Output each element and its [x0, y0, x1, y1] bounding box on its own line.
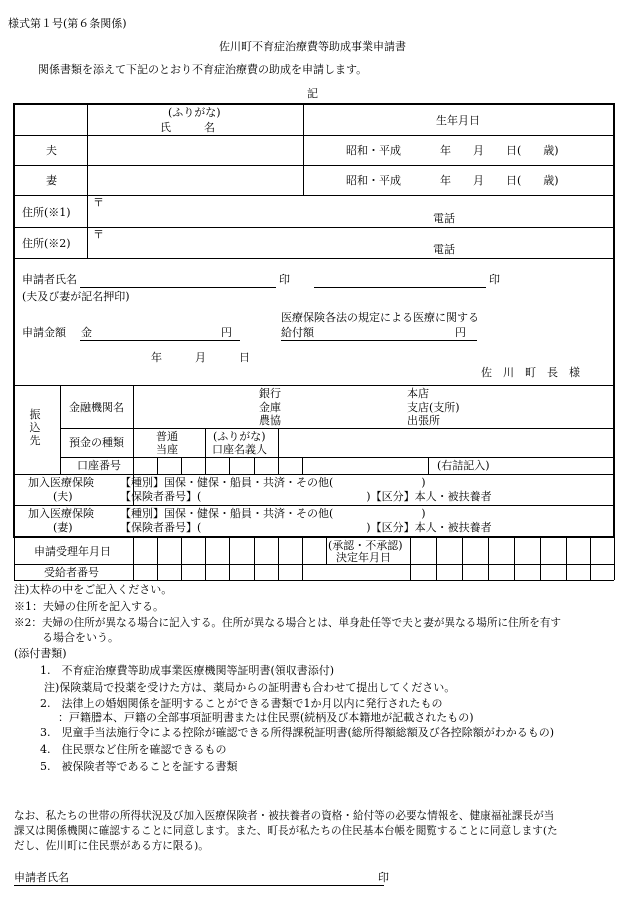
- sign-seal: 印: [378, 871, 389, 884]
- bank-label: 金融機関名: [69, 401, 124, 414]
- note-0: 注)太枠の中をご記入ください。: [14, 583, 173, 596]
- husband-label: 夫: [46, 144, 57, 157]
- note-1: ※1：夫婦の住所を記入する。: [14, 600, 164, 613]
- ins-husband-label-1: 加入医療保険: [28, 476, 94, 489]
- ins-wife-label-2: (妻): [53, 521, 73, 534]
- amount-line[interactable]: [80, 340, 240, 341]
- approval-label-2: 決定年月日: [336, 551, 391, 564]
- amount-label: 申請金額: [22, 326, 66, 339]
- signer-note: (夫及び妻が記名押印): [22, 290, 130, 303]
- approval-label-1: (承認・不承認): [328, 539, 403, 552]
- received-date-label: 申請受理年月日: [34, 545, 111, 558]
- seal-1: 印: [279, 273, 290, 286]
- attach-5: 5. 被保険者等であることを証する書類: [40, 760, 238, 773]
- attach-2-note: ：戸籍謄本、戸籍の全部事項証明書または住民票(続柄及び本籍地が記載されたもの): [58, 711, 474, 724]
- ins-husband-label-2: (夫): [53, 490, 73, 503]
- seal-2: 印: [489, 273, 500, 286]
- attachments-heading: (添付書類): [14, 647, 67, 660]
- insurance-note-2: 給付額: [281, 326, 314, 339]
- mayor-addressee: 佐 川 町 長 様: [481, 366, 580, 379]
- deposit-label: 預金の種類: [69, 436, 124, 449]
- amount-yen: 円: [221, 326, 232, 339]
- attach-3: 3. 児童手当法施行令による控除が確認できる所得課税証明書(総所得額総額及び各控除額がわかるもの): [40, 726, 555, 739]
- address1-postal: 〒: [93, 196, 104, 209]
- ins-wife-type: 【種別】国保・健保・船員・共済・その他( ): [120, 507, 426, 520]
- bank-type-2: 金庫: [259, 401, 281, 414]
- holder-label: 口座名義人: [212, 443, 267, 456]
- husband-era: 昭和・平成: [346, 144, 401, 157]
- attach-1: 1. 不育症治療費等助成事業医療機関等証明書(領収書添付): [40, 664, 335, 677]
- transfer-label: 振込先: [29, 408, 41, 447]
- furigana-label: (ふりがな): [168, 106, 221, 119]
- consent-3: だし、佐川町に住民票がある方に限る)。: [14, 840, 209, 852]
- address2-postal: 〒: [93, 228, 104, 241]
- husband-date: 年 月 日( 歳): [440, 144, 559, 157]
- deposit-type-2: 当座: [156, 443, 178, 456]
- applicant-name-line1[interactable]: [80, 287, 276, 288]
- bank-type-1: 銀行: [259, 387, 281, 400]
- amount-kin: 金: [81, 326, 92, 339]
- name-label: 氏 名: [160, 121, 215, 134]
- insurance-note-1: 医療保険各法の規定による医療に関する: [281, 311, 479, 324]
- insurance-amount-line[interactable]: [281, 340, 477, 341]
- applicant-name-label: 申請者氏名: [22, 273, 77, 286]
- ins-husband-number: 【保険者番号】( )【区分】本人・被扶養者: [120, 490, 492, 503]
- wife-era: 昭和・平成: [346, 174, 401, 187]
- address1-phone: 電話: [433, 212, 455, 225]
- ki-label: 記: [307, 87, 318, 100]
- wife-label: 妻: [46, 174, 57, 187]
- application-date: 年 月 日: [151, 351, 250, 364]
- holder-furigana: (ふりがな): [213, 430, 266, 443]
- birth-label: 生年月日: [436, 114, 480, 127]
- branch-type-1: 本店: [407, 387, 429, 400]
- sign-label: 申請者氏名: [14, 871, 69, 884]
- insurance-yen: 円: [455, 326, 466, 339]
- bank-type-3: 農協: [259, 414, 281, 427]
- sign-line[interactable]: [14, 885, 384, 886]
- address1-label: 住所(※1): [22, 206, 71, 219]
- consent-2: 課又は関係機関に確認することに同意します。また、町長が私たちの住民基本台帳を閲覧することに同意します(た: [14, 825, 558, 837]
- branch-type-3: 出張所: [407, 414, 440, 427]
- consent-1: なお、私たちの世帯の所得状況及び加入医療保険者・被扶養者の資格・給付等の必要な情報を、健康福祉課長が当: [14, 810, 555, 822]
- ins-wife-label-1: 加入医療保険: [28, 507, 94, 520]
- note-2a: ※2：夫婦の住所が異なる場合に記入する。住所が異なる場合とは、単身赴任等で夫と妻が異なる場所に住所を有す: [14, 617, 562, 629]
- account-label: 口座番号: [77, 459, 121, 472]
- wife-date: 年 月 日( 歳): [440, 174, 559, 187]
- attach-4: 4. 住民票など住所を確認できるもの: [40, 743, 227, 756]
- form-number: 様式第１号(第６条関係): [8, 17, 127, 30]
- address2-phone: 電話: [433, 243, 455, 256]
- form-title: 佐川町不育症治療費等助成事業申請書: [219, 40, 406, 53]
- note-2b: る場合をいう。: [42, 631, 119, 644]
- applicant-name-line2[interactable]: [314, 287, 486, 288]
- attach-1-note: 注)保険薬局で投薬を受けた方は、薬局からの証明書も合わせて提出してください。: [44, 681, 456, 694]
- ins-wife-number: 【保険者番号】( )【区分】本人・被扶養者: [120, 521, 492, 534]
- ins-husband-type: 【種別】国保・健保・船員・共済・その他( ): [120, 476, 426, 489]
- deposit-type-1: 普通: [156, 430, 178, 443]
- right-align-note: (右詰記入): [437, 459, 490, 472]
- recipient-no-label: 受給者番号: [44, 566, 99, 579]
- branch-type-2: 支店(支所): [407, 401, 460, 414]
- intro-text: 関係書類を添えて下記のとおり不育症治療費の助成を申請します。: [38, 63, 368, 76]
- attach-2: 2. 法律上の婚姻関係を証明することができる書類で1か月以内に発行されたもの: [40, 697, 443, 710]
- address2-label: 住所(※2): [22, 237, 71, 250]
